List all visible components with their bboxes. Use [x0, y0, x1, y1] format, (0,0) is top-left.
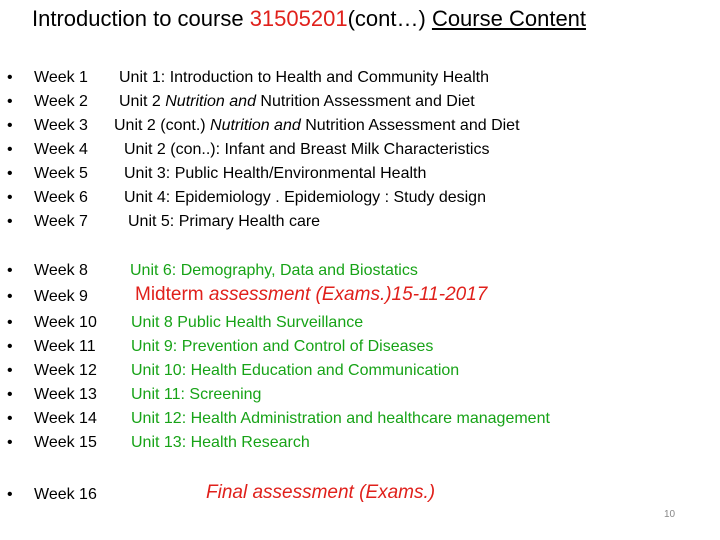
list-item-week-14: [0, 407, 720, 431]
week-label: Week 10: [34, 314, 97, 331]
week-label: Week 16: [34, 486, 97, 503]
bullet-icon: •: [7, 434, 13, 451]
week-label: Week 12: [34, 362, 97, 379]
week-label: Week 1: [34, 69, 88, 86]
unit-text: Unit 12: Health Administration and healthcare management: [131, 410, 550, 427]
bullet-icon: •: [7, 338, 13, 355]
unit-text: [119, 90, 475, 114]
unit-text: Unit 11: Screening: [131, 386, 262, 403]
list-item-week-1: [0, 66, 720, 90]
unit-text: Unit 5: Primary Health care: [128, 213, 321, 230]
bullet-icon: •: [7, 141, 13, 158]
week-label: Week 2: [34, 93, 88, 110]
list-item-week-4: [0, 138, 720, 162]
week-label: Week 8: [34, 262, 88, 279]
list-item-week-10: [0, 311, 720, 335]
title-prefix: Introduction to course: [32, 6, 250, 31]
unit-prefix: Unit 2: [119, 93, 166, 110]
unit-text: Unit 10: Health Education and Communication: [131, 362, 460, 379]
bullet-icon: •: [7, 189, 13, 206]
list-item-week-15: [0, 431, 720, 455]
list-item-week-9: [0, 285, 720, 309]
unit-italic: Nutrition and: [165, 93, 256, 110]
bullet-icon: •: [7, 362, 13, 379]
unit-text: Unit 9: Prevention and Control of Diseases: [131, 338, 434, 355]
week-label: Week 13: [34, 386, 97, 403]
week-label: Week 4: [34, 141, 88, 158]
list-item-week-2: [0, 90, 720, 114]
bullet-icon: •: [7, 165, 13, 182]
week-label: Week 9: [34, 288, 88, 305]
unit-text: Unit 2 (con..): Infant and Breast Milk Characteristics: [124, 141, 490, 158]
course-content-heading: Course Content: [431, 6, 587, 31]
unit-rest: Nutrition Assessment and Diet: [300, 117, 520, 134]
bullet-icon: •: [7, 262, 13, 279]
unit-rest: Nutrition Assessment and Diet: [255, 93, 475, 110]
unit-text: [114, 114, 520, 138]
course-code: 31505201: [249, 6, 348, 31]
title-suffix: (cont…): [347, 6, 432, 31]
bullet-icon: •: [7, 314, 13, 331]
page-number: 10: [664, 509, 676, 520]
bullet-icon: •: [7, 288, 13, 305]
bullet-icon: •: [7, 69, 13, 86]
midterm-text: [135, 283, 487, 307]
list-item-week-3: [0, 114, 720, 138]
week-label: Week 5: [34, 165, 88, 182]
bullet-icon: •: [7, 386, 13, 403]
unit-prefix: Unit 2 (cont.): [114, 117, 211, 134]
unit-italic: assessment (Exams.)15-11-2017: [208, 284, 488, 305]
list-item-week-11: [0, 335, 720, 359]
list-item-week-8: [0, 259, 720, 283]
bullet-icon: •: [7, 486, 13, 503]
list-item-week-13: [0, 383, 720, 407]
list-item-week-7: [0, 210, 720, 234]
unit-text: Unit 3: Public Health/Environmental Health: [124, 165, 427, 182]
week-label: Week 7: [34, 213, 88, 230]
unit-text: Unit 1: Introduction to Health and Community Health: [119, 69, 489, 86]
week-label: Week 6: [34, 189, 88, 206]
week-label: Week 15: [34, 434, 97, 451]
unit-text: Unit 4: Epidemiology . Epidemiology : Study design: [124, 189, 486, 206]
unit-text: Unit 13: Health Research: [131, 434, 310, 451]
unit-text: Unit 6: Demography, Data and Biostatics: [130, 262, 418, 279]
unit-prefix: Midterm: [135, 284, 209, 305]
bullet-icon: •: [7, 117, 13, 134]
week-label: Week 11: [34, 338, 96, 355]
unit-text: Unit 8 Public Health Surveillance: [131, 314, 364, 331]
list-item-week-12: [0, 359, 720, 383]
bullet-icon: •: [7, 93, 13, 110]
list-item-week-5: [0, 162, 720, 186]
list-item-week-16: [0, 483, 720, 507]
week-label: Week 3: [34, 117, 88, 134]
week-label: Week 14: [34, 410, 97, 427]
bullet-icon: •: [7, 213, 13, 230]
list-item-week-6: [0, 186, 720, 210]
bullet-icon: •: [7, 410, 13, 427]
unit-italic: Nutrition and: [210, 117, 301, 134]
final-assessment-text: Final assessment (Exams.): [206, 482, 436, 503]
